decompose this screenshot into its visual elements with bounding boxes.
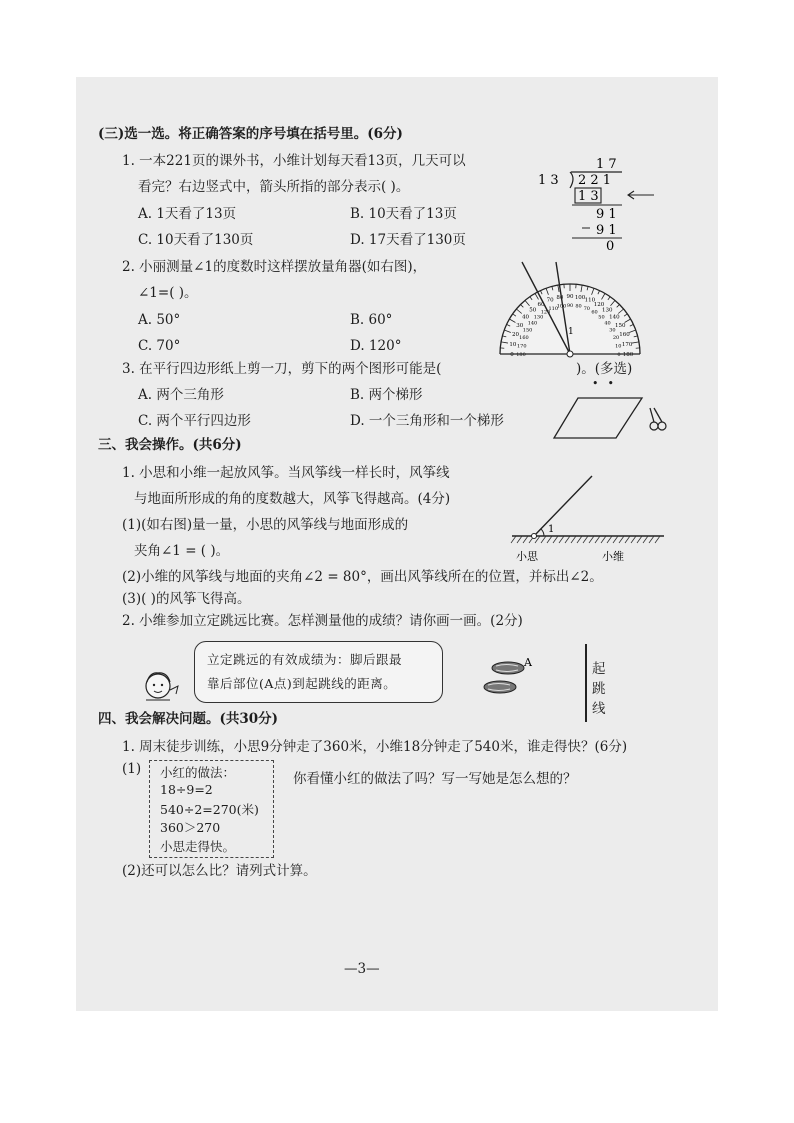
ground-hatch xyxy=(523,536,528,543)
solve-title: 四、我会解决问题。(共30分) xyxy=(98,711,279,727)
protractor-outer-label: 90 xyxy=(566,294,574,300)
solve-question: 你看懂小红的做法了吗？写一写她是怎么想的？ xyxy=(293,771,577,787)
protractor-inner-label: 0 xyxy=(617,352,621,358)
q3-option-d: D. 一个三角形和一个梯形 xyxy=(350,413,504,429)
solve-q1-sub2: (2)还可以怎么比？请列式计算。 xyxy=(122,863,317,879)
protractor-inner-label: 40 xyxy=(604,320,611,327)
solve-q1-line1: 1. 周末徒步训练，小思9分钟走了360米，小维18分钟走了540米，谁走得快？(6分) xyxy=(122,739,628,755)
method-line-1: 小红的做法： xyxy=(160,765,236,780)
protractor-outer-label: 60 xyxy=(537,301,545,308)
protractor-inner-label: 170 xyxy=(516,343,527,350)
scissors-icon xyxy=(650,408,666,430)
protractor-inner-label: 20 xyxy=(612,335,620,342)
q2-option-b: B. 60° xyxy=(350,312,393,328)
start-line-char-2: 跳 xyxy=(592,681,606,697)
division-quotient: 1 7 xyxy=(596,157,617,172)
q1-text-line2: 看完？右边竖式中，箭头所指的部分表示( )。 xyxy=(138,179,410,195)
protractor-outer-label: 40 xyxy=(522,314,530,321)
ground-hatch xyxy=(613,536,618,543)
protractor-inner-label: 90 xyxy=(566,303,574,309)
ground-hatch xyxy=(655,536,660,543)
ground-hatch xyxy=(541,536,546,543)
kite-angle-label: 1 xyxy=(548,524,555,535)
ground-hatch xyxy=(649,536,654,543)
q2-option-c: C. 70° xyxy=(138,338,181,354)
ground-hatch xyxy=(571,536,576,543)
q3-text-line1: 3. 在平行四边形纸上剪一刀，剪下的两个图形可能是( xyxy=(122,361,442,377)
q2-text-line1: 2. 小丽测量∠1的度数时这样摆放量角器(如右图)， xyxy=(122,259,427,275)
protractor-angle-label: 1 xyxy=(568,327,574,337)
person-xiaosi: 小思 xyxy=(516,550,538,563)
ground-hatch xyxy=(643,536,648,543)
method-line-5: 小思走得快。 xyxy=(160,839,236,854)
long-division-figure xyxy=(530,150,660,255)
protractor-outer-label: 140 xyxy=(609,314,620,321)
bubble-line2: 靠后部位(A点)到起跳线的距离。 xyxy=(207,676,397,691)
protractor-inner-label: 140 xyxy=(527,320,538,327)
arrow-left-icon xyxy=(628,191,654,199)
protractor-inner-label: 100 xyxy=(556,303,567,310)
ground-hatch xyxy=(619,536,624,543)
op-q1-sub1-line1: (1)(如右图)量一量，小思的风筝线与地面形成的 xyxy=(122,517,409,533)
protractor-outer-label: 30 xyxy=(516,323,524,329)
method-line-2: 18÷9=2 xyxy=(160,782,213,797)
protractor-outer-label: 180 xyxy=(622,352,634,358)
start-line-char-1: 起 xyxy=(592,661,606,677)
protractor-inner-label: 120 xyxy=(540,309,551,316)
ground-hatch xyxy=(517,536,522,543)
point-a-label: A xyxy=(524,656,532,669)
division-remain: 9 1 xyxy=(596,207,617,222)
start-line-char-3: 线 xyxy=(592,701,606,717)
person-xiaowei: 小维 xyxy=(602,550,624,563)
protractor-outer-label: 110 xyxy=(584,297,596,304)
op-q1-line2: 与地面所形成的角的度数越大，风筝飞得越高。(4分) xyxy=(134,491,451,507)
footprint-icon xyxy=(492,662,524,674)
protractor-inner-label: 110 xyxy=(548,305,559,312)
ground-hatch xyxy=(511,536,516,543)
protractor-figure xyxy=(498,258,658,362)
parallelogram-figure xyxy=(550,394,670,444)
q3-option-b: B. 两个梯形 xyxy=(350,387,423,403)
q3-text-end: )。(多选) xyxy=(576,361,633,377)
ground-hatch xyxy=(631,536,636,543)
protractor-center xyxy=(567,351,573,357)
protractor-inner-label: 70 xyxy=(583,305,590,312)
q3-option-a: A. 两个三角形 xyxy=(138,387,224,403)
op-q1-line1: 1. 小思和小维一起放风筝。当风筝线一样长时，风筝线 xyxy=(122,465,450,481)
q1-option-a: A. 1天看了13页 xyxy=(138,206,237,222)
bubble-line1: 立定跳远的有效成绩为：脚后跟最 xyxy=(207,652,403,667)
solve-q1-sub1-label: (1) xyxy=(122,761,142,777)
protractor-inner-label: 130 xyxy=(533,314,544,321)
ground-hatch xyxy=(565,536,570,543)
q1-option-b: B. 10天看了13页 xyxy=(350,206,457,222)
op-q1-sub1-line2: 夹角∠1 = ( )。 xyxy=(134,543,230,559)
emphasis-dots: •• xyxy=(592,377,623,390)
method-line-4: 360＞270 xyxy=(160,820,221,835)
q2-option-a: A. 50° xyxy=(138,312,181,328)
footprint-icon xyxy=(484,681,516,693)
ground-hatch xyxy=(637,536,642,543)
ground-hatch xyxy=(601,536,606,543)
protractor-outer-label: 150 xyxy=(614,323,626,329)
protractor-outer-label: 20 xyxy=(511,332,519,339)
protractor-outer-label: 80 xyxy=(556,294,564,301)
op-q1-sub3: (3)( )的风筝飞得高。 xyxy=(122,591,251,607)
division-remainder: 0 xyxy=(606,239,615,254)
start-line xyxy=(585,644,587,722)
section3-title: (三)选一选。将正确答案的序号填在括号里。(6分) xyxy=(98,126,403,142)
division-boxed-value: 1 3 xyxy=(578,189,599,204)
protractor-inner-label: 10 xyxy=(615,343,622,350)
operations-title: 三、我会操作。(共6分) xyxy=(98,437,242,453)
protractor-outer-label: 0 xyxy=(510,352,514,358)
ground-hatch xyxy=(625,536,630,543)
q1-option-d: D. 17天看了130页 xyxy=(350,232,466,248)
protractor-outer-label: 170 xyxy=(621,341,633,348)
ground-hatch xyxy=(577,536,582,543)
protractor-inner-label: 30 xyxy=(609,327,616,334)
protractor-outer-label: 130 xyxy=(602,307,613,314)
protractor-inner-label: 60 xyxy=(591,309,598,316)
op-q1-sub2: (2)小维的风筝线与地面的夹角∠2 = 80°，画出风筝线所在的位置，并标出∠2。 xyxy=(122,569,603,585)
protractor-outer-label: 160 xyxy=(619,332,630,339)
ground-hatch xyxy=(547,536,552,543)
q1-option-c: C. 10天看了130页 xyxy=(138,232,254,248)
parallelogram xyxy=(554,398,642,438)
xiaohong-method-box xyxy=(149,760,274,858)
q3-option-c: C. 两个平行四边形 xyxy=(138,413,251,429)
division-subtract: 9 1 xyxy=(596,223,617,238)
q2-option-d: D. 120° xyxy=(350,338,402,354)
protractor-inner-label: 80 xyxy=(575,303,582,310)
protractor-outer-label: 120 xyxy=(593,301,605,308)
protractor-inner-label: 50 xyxy=(598,314,605,321)
op-q2-line1: 2. 小维参加立定跳远比赛。怎样测量他的成绩？请你画一画。(2分) xyxy=(122,613,523,629)
protractor-inner-label: 180 xyxy=(516,352,526,358)
footprints-figure xyxy=(478,654,538,700)
ground-hatch xyxy=(607,536,612,543)
speech-bubble xyxy=(194,641,443,703)
protractor-outer-label: 70 xyxy=(546,297,554,304)
protractor-outer-label: 100 xyxy=(574,294,586,301)
division-divisor: 1 3 xyxy=(538,173,559,188)
protractor-inner-label: 150 xyxy=(522,327,533,334)
child-face-icon xyxy=(140,668,184,708)
protractor-outer-label: 10 xyxy=(509,341,517,348)
kite-angle-figure xyxy=(506,470,668,566)
division-dividend: 2 2 1 xyxy=(578,173,612,188)
ground-hatch xyxy=(553,536,558,543)
ground-hatch xyxy=(583,536,588,543)
method-line-3: 540÷2=270(米) xyxy=(160,802,259,817)
ground-hatch xyxy=(559,536,564,543)
kite-string-line xyxy=(534,476,592,536)
page-number: —3— xyxy=(344,961,380,977)
q2-text-line2: ∠1=( )。 xyxy=(138,285,198,301)
protractor-inner-label: 160 xyxy=(519,335,529,342)
q1-text-line1: 1. 一本221页的课外书，小维计划每天看13页，几天可以 xyxy=(122,153,466,169)
ground-hatch xyxy=(595,536,600,543)
ground-hatch xyxy=(589,536,594,543)
protractor-outer-label: 50 xyxy=(529,307,537,314)
